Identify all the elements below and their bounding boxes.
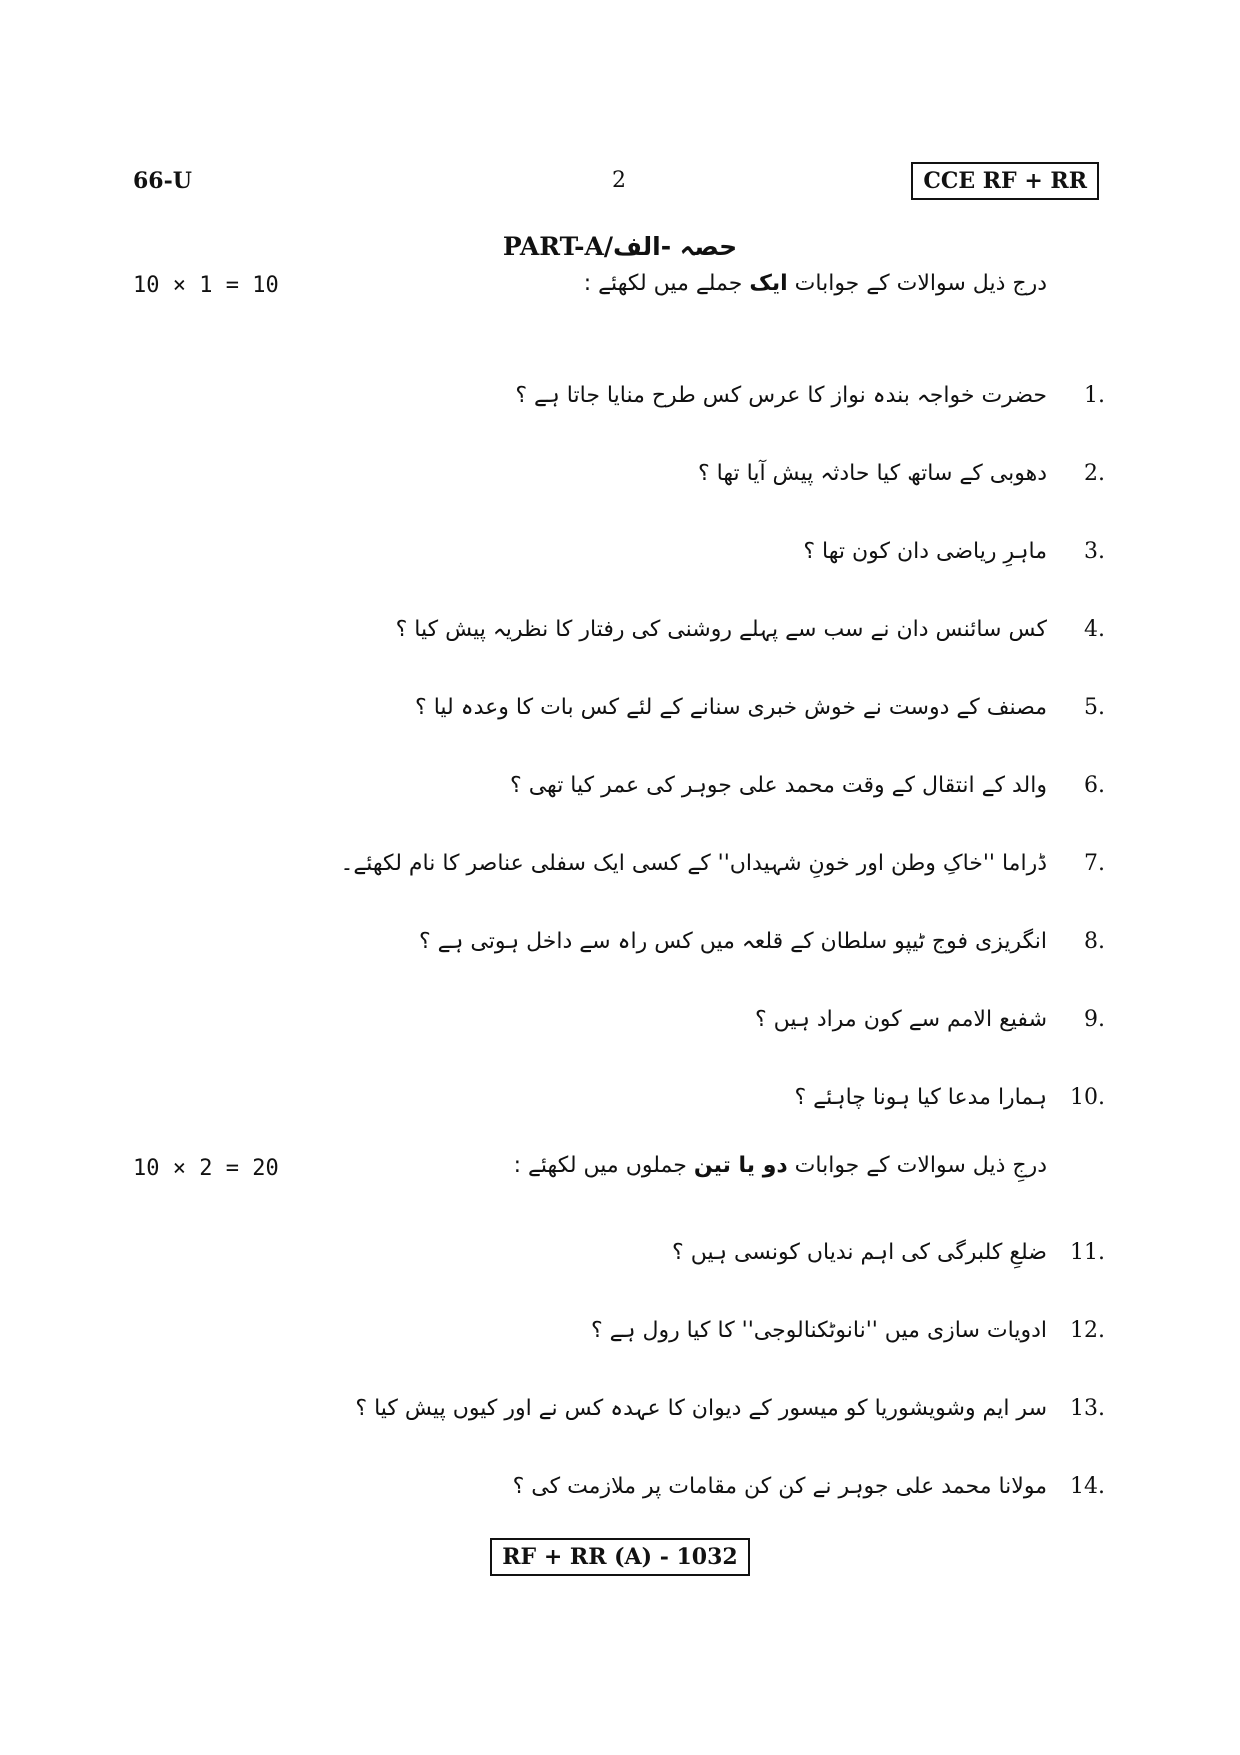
question-text: انگریزی فوج ٹیپو سلطان کے قلعہ میں کس راہ سے داخل ہوتی ہے ؟ bbox=[418, 929, 1047, 954]
question-text: سر ایم وشویشوریا کو میسور کے دیوان کا عہدہ کس نے اور کیوں پیش کیا ؟ bbox=[355, 1396, 1047, 1421]
question-item bbox=[591, 1318, 1105, 1343]
footer-code-box: RF + RR (A) - 1032 bbox=[490, 1538, 749, 1576]
question-text: دھوبی کے ساتھ کیا حادثہ پیش آیا تھا ؟ bbox=[697, 461, 1047, 486]
question-number: 8. bbox=[1084, 929, 1105, 954]
paper-code: 66-U bbox=[133, 168, 192, 194]
question-text: ڈراما ''خاکِ وطن اور خونِ شہیداں'' کے کسی ایک سفلی عناصر کا نام لکھئے۔ bbox=[340, 851, 1047, 876]
section1-instruction-bold: ایک bbox=[749, 271, 788, 296]
question-number: 4. bbox=[1084, 617, 1105, 642]
question-item bbox=[795, 1085, 1105, 1110]
series-code-box: CCE RF + RR bbox=[911, 162, 1099, 200]
question-item bbox=[355, 1396, 1105, 1421]
question-text: ادویات سازی میں ''نانوٹکنالوجی'' کا کیا رول ہے ؟ bbox=[591, 1318, 1047, 1343]
question-item bbox=[415, 695, 1105, 720]
part-title-urdu: حصہ -الف bbox=[612, 232, 738, 261]
question-item bbox=[803, 539, 1105, 564]
question-text: حضرت خواجہ بندہ نواز کا عرس کس طرح منایا جاتا ہے ؟ bbox=[515, 383, 1047, 408]
question-text: کس سائنس دان نے سب سے پہلے روشنی کی رفتار کا نظریہ پیش کیا ؟ bbox=[395, 617, 1047, 642]
part-title-english: PART-A/ bbox=[502, 232, 613, 261]
question-item bbox=[510, 773, 1105, 798]
question-number: 11. bbox=[1070, 1240, 1105, 1265]
question-number: 10. bbox=[1070, 1085, 1105, 1110]
question-text: مصنف کے دوست نے خوش خبری سنانے کے لئے کس بات کا وعدہ لیا ؟ bbox=[415, 695, 1047, 720]
section2-marks: 10 × 2 = 20 bbox=[133, 1156, 279, 1181]
question-number: 14. bbox=[1070, 1474, 1105, 1499]
section2-instruction-after: جملوں میں لکھئے : bbox=[513, 1153, 694, 1178]
question-item bbox=[513, 1474, 1105, 1499]
section1-instruction-before: درج ذیل سوالات کے جوابات bbox=[787, 271, 1047, 296]
question-number: 9. bbox=[1084, 1007, 1105, 1032]
question-number: 7. bbox=[1084, 851, 1105, 876]
question-text: شفیع الامم سے کون مراد ہیں ؟ bbox=[754, 1007, 1047, 1032]
question-number: 1. bbox=[1084, 383, 1105, 408]
question-number: 5. bbox=[1084, 695, 1105, 720]
question-text: مولانا محمد علی جوہر نے کن کن مقامات پر ملازمت کی ؟ bbox=[512, 1474, 1047, 1499]
page-number: 2 bbox=[612, 168, 626, 193]
question-item bbox=[755, 1007, 1105, 1032]
question-item bbox=[672, 1240, 1105, 1265]
section1-marks: 10 × 1 = 10 bbox=[133, 273, 279, 298]
question-item bbox=[419, 929, 1105, 954]
section1-instruction bbox=[584, 271, 1047, 296]
part-title bbox=[0, 232, 1240, 261]
question-text: والد کے انتقال کے وقت محمد علی جوہر کی عمر کیا تھی ؟ bbox=[510, 773, 1047, 798]
footer bbox=[0, 1538, 1240, 1576]
question-number: 13. bbox=[1070, 1396, 1105, 1421]
question-text: ضلعِ کلبرگی کی اہم ندیاں کونسی ہیں ؟ bbox=[672, 1240, 1047, 1265]
section2-instruction-before: درجِ ذیل سوالات کے جوابات bbox=[787, 1153, 1047, 1178]
question-item bbox=[698, 461, 1105, 486]
question-item bbox=[396, 617, 1105, 642]
question-number: 6. bbox=[1084, 773, 1105, 798]
section1-instruction-after: جملے میں لکھئے : bbox=[583, 271, 750, 296]
question-number: 12. bbox=[1070, 1318, 1105, 1343]
section2-instruction bbox=[514, 1153, 1047, 1178]
question-number: 3. bbox=[1084, 539, 1105, 564]
question-text: ہمارا مدعا کیا ہونا چاہئے ؟ bbox=[794, 1085, 1047, 1110]
section2-instruction-bold: دو یا تین bbox=[693, 1153, 788, 1178]
question-item bbox=[515, 383, 1105, 408]
question-number: 2. bbox=[1084, 461, 1105, 486]
question-text: ماہرِ ریاضی دان کون تھا ؟ bbox=[803, 539, 1047, 564]
question-item bbox=[341, 851, 1106, 876]
